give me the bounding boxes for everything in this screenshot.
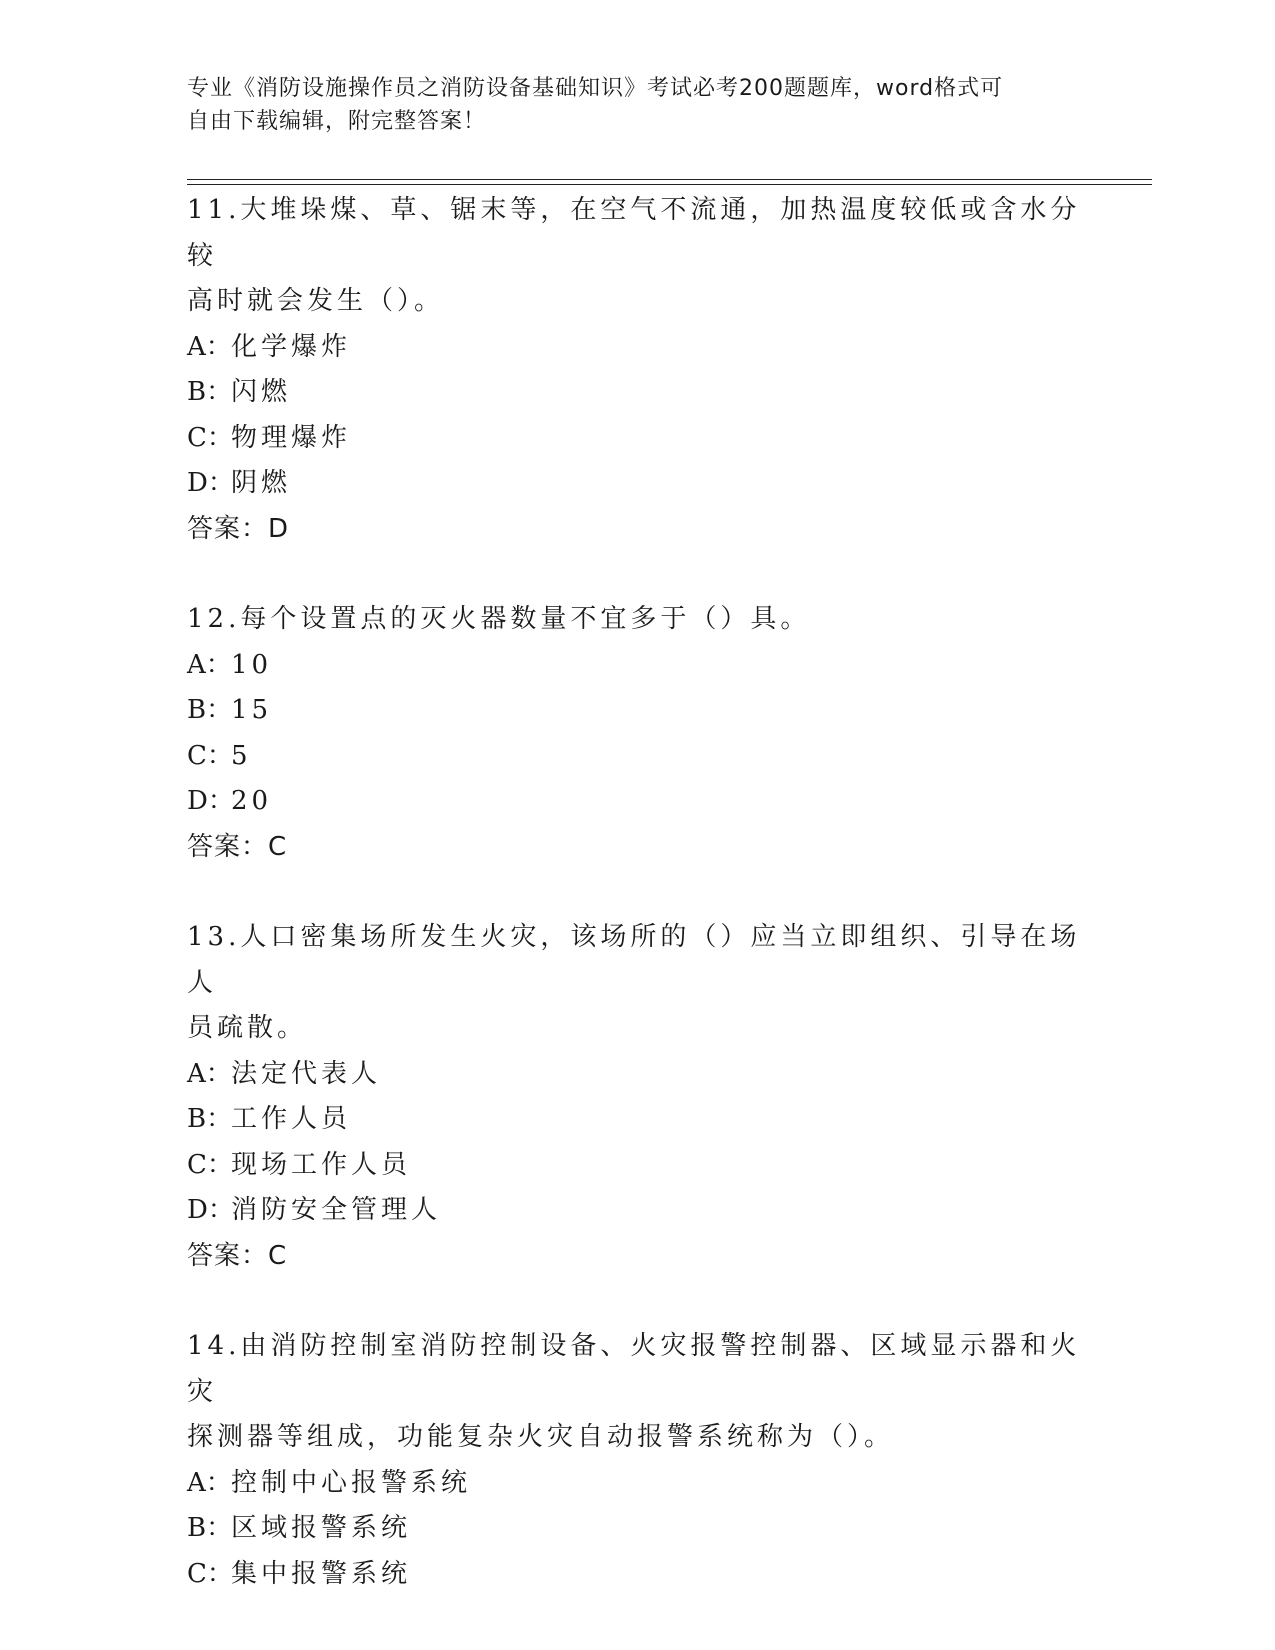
answer-line: 答案：D (187, 513, 290, 544)
question-stem: 11.大堆垛煤、草、锯末等，在空气不流通，加热温度较低或含水分较 (187, 195, 1081, 271)
option-text: 15 (231, 695, 273, 725)
answer-line: 答案：C (187, 831, 288, 862)
question-14 (187, 1324, 1087, 1597)
option-key: C： (187, 1558, 233, 1589)
option-text: 消防安全管理人 (231, 1195, 442, 1225)
option-text: 闪燃 (231, 377, 292, 407)
option-c (187, 1143, 1087, 1189)
option-key: D： (187, 1195, 234, 1225)
option-c (187, 734, 1087, 780)
header-line-2: 自由下载编辑，附完整答案！ (187, 109, 487, 134)
header-line-1: 专业《消防设施操作员之消防设备基础知识》考试必考200题题库，word格式可 (187, 76, 1004, 101)
option-text: 集中报警系统 (231, 1558, 412, 1589)
option-key: A： (187, 331, 232, 362)
option-text: 5 (231, 740, 252, 771)
option-a (187, 1052, 1087, 1098)
option-key: A： (187, 1058, 232, 1089)
option-b (187, 688, 1087, 734)
question-12 (187, 597, 1087, 870)
option-key: C： (187, 740, 233, 771)
option-key: C： (187, 1149, 233, 1180)
question-stem-continued: 高时就会发生（）。 (187, 286, 445, 316)
option-d (187, 461, 1087, 507)
option-c (187, 416, 1087, 462)
option-key: D： (187, 786, 234, 816)
option-key: A： (187, 1467, 232, 1498)
option-text: 控制中心报警系统 (231, 1467, 472, 1498)
option-key: C： (187, 422, 233, 453)
option-text: 阴燃 (231, 468, 292, 498)
question-stem: 12.每个设置点的灭火器数量不宜多于（）具。 (187, 604, 811, 634)
option-key: B： (187, 695, 233, 725)
option-text: 工作人员 (231, 1104, 352, 1134)
question-stem-continued: 探测器等组成，功能复杂火灾自动报警系统称为（）。 (187, 1422, 895, 1452)
question-list (187, 188, 1087, 1642)
option-text: 法定代表人 (231, 1058, 382, 1089)
question-stem: 13.人口密集场所发生火灾，该场所的（）应当立即组织、引导在场人 (187, 922, 1081, 998)
option-text: 10 (231, 649, 273, 680)
option-b (187, 1506, 1087, 1552)
option-d (187, 779, 1087, 825)
option-c (187, 1552, 1087, 1598)
option-text: 20 (231, 786, 273, 816)
option-b (187, 370, 1087, 416)
option-d (187, 1188, 1087, 1234)
option-text: 物理爆炸 (231, 422, 352, 453)
option-a (187, 643, 1087, 689)
document-header (187, 72, 1067, 138)
question-stem-continued: 员疏散。 (187, 1013, 308, 1043)
option-key: B： (187, 1513, 233, 1543)
option-a (187, 1461, 1087, 1507)
header-divider-bottom (187, 184, 1152, 185)
option-key: A： (187, 649, 232, 680)
option-key: B： (187, 1104, 233, 1134)
header-divider-top (187, 179, 1152, 180)
option-text: 区域报警系统 (231, 1513, 412, 1543)
option-a (187, 325, 1087, 371)
option-b (187, 1097, 1087, 1143)
option-text: 现场工作人员 (231, 1149, 412, 1180)
option-key: B： (187, 377, 233, 407)
question-stem: 14.由消防控制室消防控制设备、火灾报警控制器、区域显示器和火灾 (187, 1331, 1081, 1407)
answer-line: 答案：C (187, 1240, 288, 1271)
option-key: D： (187, 468, 234, 498)
question-13 (187, 915, 1087, 1279)
question-11 (187, 188, 1087, 552)
option-text: 化学爆炸 (231, 331, 352, 362)
